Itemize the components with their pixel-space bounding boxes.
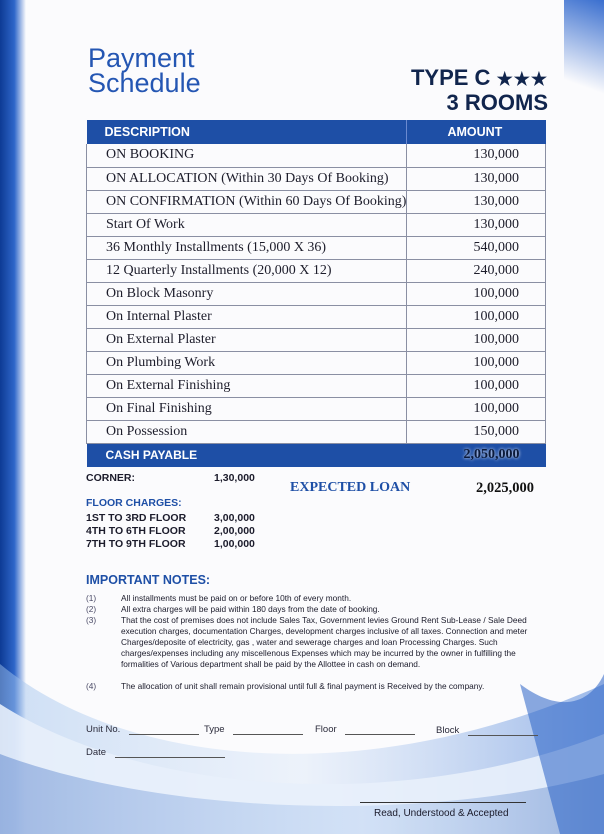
row-description: ON CONFIRMATION (Within 60 Days Of Booking) bbox=[87, 190, 407, 213]
row-description: Start Of Work bbox=[87, 213, 407, 236]
table-header-row bbox=[87, 120, 546, 144]
row-amount: 130,000 bbox=[407, 167, 546, 190]
note-number: (4) bbox=[86, 681, 97, 691]
block-line[interactable] bbox=[468, 726, 538, 736]
note-item bbox=[86, 604, 546, 615]
row-amount: 130,000 bbox=[407, 213, 546, 236]
row-description: ON ALLOCATION (Within 30 Days Of Booking) bbox=[87, 167, 407, 190]
page-title bbox=[88, 43, 201, 98]
row-amount: 100,000 bbox=[407, 282, 546, 305]
row-amount: 100,000 bbox=[407, 374, 546, 397]
table-row bbox=[87, 305, 546, 328]
floor-charge-label: 7TH TO 9TH FLOOR bbox=[86, 538, 186, 550]
floor-charge-label: 1ST TO 3RD FLOOR bbox=[86, 512, 187, 524]
row-amount: 100,000 bbox=[407, 305, 546, 328]
floor-charge-value: 3,00,000 bbox=[214, 512, 255, 524]
corner-label: CORNER: bbox=[86, 472, 135, 484]
row-amount: 150,000 bbox=[407, 420, 546, 443]
block-label: Block bbox=[436, 725, 460, 736]
floor-line[interactable] bbox=[345, 725, 415, 735]
table-row bbox=[87, 282, 546, 305]
note-number: (3) bbox=[86, 615, 97, 625]
date-line[interactable] bbox=[115, 748, 225, 758]
floor-field[interactable] bbox=[315, 724, 415, 735]
row-amount: 100,000 bbox=[407, 397, 546, 420]
row-description: On Block Masonry bbox=[87, 282, 407, 305]
floor-charge-value: 1,00,000 bbox=[214, 538, 255, 550]
title-line-1: Payment bbox=[88, 43, 195, 73]
floor-charge-value: 2,00,000 bbox=[214, 525, 255, 537]
date-field[interactable] bbox=[86, 747, 225, 758]
table-row bbox=[87, 351, 546, 374]
row-description: On Final Finishing bbox=[87, 397, 407, 420]
cash-payable-label: CASH PAYABLE bbox=[87, 443, 407, 467]
note-item bbox=[86, 615, 546, 670]
table-row bbox=[87, 213, 546, 236]
note-item bbox=[86, 681, 546, 692]
row-amount: 540,000 bbox=[407, 236, 546, 259]
expected-loan-value: 2,025,000 bbox=[476, 480, 534, 496]
table-row bbox=[87, 167, 546, 190]
row-description: On Internal Plaster bbox=[87, 305, 407, 328]
total-row bbox=[87, 443, 546, 467]
row-amount: 240,000 bbox=[407, 259, 546, 282]
room-count: 3 ROOMS bbox=[446, 90, 548, 115]
table-row bbox=[87, 236, 546, 259]
row-amount: 100,000 bbox=[407, 351, 546, 374]
table-row bbox=[87, 144, 546, 167]
note-text: That the cost of premises does not include Sales Tax, Government levies Ground Rent Sub-Lease / Sale Deed execution charges, documentation Charges, development charges inclusive of all taxes. Connection and meter Charges/deposite of electricity, gas , water and sewerage charges and loan Processing Charges. Such charges/expenses including any miscellenous Expenses which may be incurred by the owner in fulfilling the formalities of Various department shall be paid by the Allottee in cash on demand. bbox=[121, 615, 528, 669]
table-row bbox=[87, 420, 546, 443]
row-description: 36 Monthly Installments (15,000 X 36) bbox=[87, 236, 407, 259]
note-text: All installments must be paid on or before 10th of every month. bbox=[121, 593, 352, 603]
row-description: On Plumbing Work bbox=[87, 351, 407, 374]
type-field[interactable] bbox=[204, 724, 303, 735]
row-description: On External Plaster bbox=[87, 328, 407, 351]
row-amount: 130,000 bbox=[407, 144, 546, 167]
date-label: Date bbox=[86, 747, 107, 758]
note-number: (1) bbox=[86, 593, 97, 603]
corner-value: 1,30,000 bbox=[214, 472, 255, 484]
row-description: 12 Quarterly Installments (20,000 X 12) bbox=[87, 259, 407, 282]
table-row bbox=[87, 374, 546, 397]
note-text: All extra charges will be paid within 180 days from the date of booking. bbox=[121, 604, 380, 614]
floor-charge-row bbox=[86, 525, 286, 537]
floor-charge-row bbox=[86, 512, 286, 524]
unit-type: TYPE C bbox=[410, 65, 491, 90]
row-amount: 100,000 bbox=[407, 328, 546, 351]
table-row bbox=[87, 259, 546, 282]
floor-label: Floor bbox=[315, 724, 337, 735]
unit-no-line[interactable] bbox=[129, 725, 199, 735]
table-row bbox=[87, 328, 546, 351]
table-row bbox=[87, 397, 546, 420]
floor-charge-label: 4TH TO 6TH FLOOR bbox=[86, 525, 186, 537]
row-description: On External Finishing bbox=[87, 374, 407, 397]
table-row bbox=[87, 190, 546, 213]
unit-no-field[interactable] bbox=[86, 724, 199, 735]
block-field[interactable] bbox=[436, 725, 538, 736]
row-amount: 130,000 bbox=[407, 190, 546, 213]
column-header-amount: AMOUNT bbox=[407, 120, 546, 144]
signature-caption: Read, Understood & Accepted bbox=[374, 808, 509, 819]
note-text: The allocation of unit shall remain provisional until full & final payment is Received by the company. bbox=[121, 681, 485, 691]
row-description: On Possession bbox=[87, 420, 407, 443]
unit-type-box bbox=[411, 66, 548, 114]
payment-schedule-table bbox=[86, 120, 546, 467]
type-label: Type bbox=[204, 724, 225, 735]
floor-charge-row bbox=[86, 538, 286, 550]
signature-line[interactable] bbox=[360, 802, 526, 803]
title-line-2: Schedule bbox=[88, 68, 201, 98]
note-number: (2) bbox=[86, 604, 97, 614]
important-notes-title: IMPORTANT NOTES: bbox=[86, 573, 211, 587]
floor-charges-title: FLOOR CHARGES: bbox=[86, 497, 182, 509]
row-description: ON BOOKING bbox=[87, 144, 407, 167]
bottom-wave-decoration bbox=[0, 644, 604, 834]
expected-loan-label: EXPECTED LOAN bbox=[290, 480, 411, 495]
top-right-accent bbox=[564, 0, 604, 120]
type-line[interactable] bbox=[233, 725, 303, 735]
star-rating-icon: ★★★ bbox=[496, 69, 548, 89]
column-header-description: DESCRIPTION bbox=[87, 120, 407, 144]
cash-payable-value: 2,050,000 bbox=[407, 443, 546, 467]
unit-no-label: Unit No. bbox=[86, 724, 121, 735]
note-item bbox=[86, 593, 546, 604]
